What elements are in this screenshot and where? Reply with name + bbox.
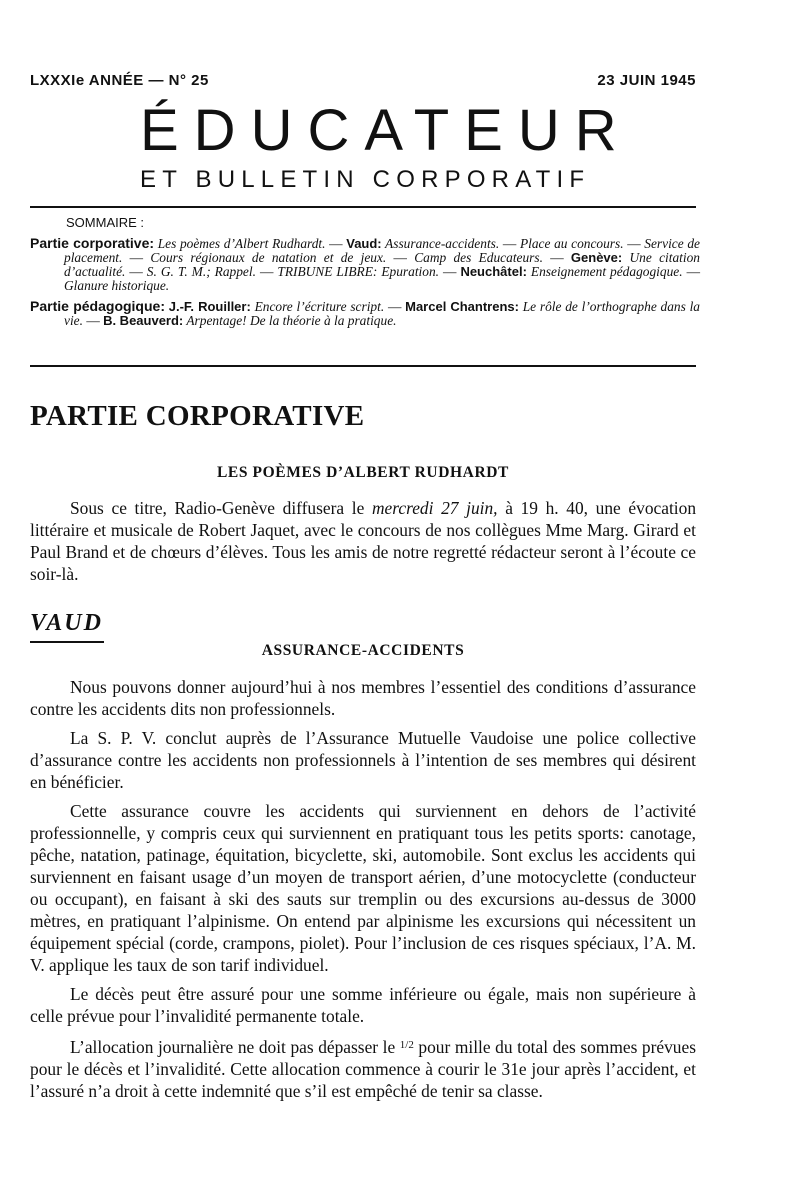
text-run: B. Beauverd: — [103, 313, 184, 328]
paragraph — [30, 497, 696, 585]
text-run: Service de placement. — [64, 236, 700, 265]
text-run: — — [325, 236, 347, 251]
paragraph — [30, 1034, 696, 1102]
text-run: Le décès peut être assuré pour une somme inférieure ou égale, mais non supérieure à celle prévue pour l’invalidité permanente totale. — [30, 984, 696, 1026]
masthead-line — [30, 72, 696, 89]
text-run: Genève: — [570, 250, 623, 265]
text-run: 1/2 — [399, 1039, 414, 1051]
text-run: — — [122, 250, 151, 265]
toc-bottom-divider — [30, 365, 696, 367]
text-run: Cette assurance couvre les accidents qui surviennent en dehors de l’activité professionnelle, y compris ceux qui surviennent en pratiquant tous les petits sports: canotage, pêche, natation, patinage, équitation, bicyclette, ski, automobile. Sont exclus les accidents qui surviennent en faisant usage d’un moyen de transport aérien, d’une motocyclette (conducteur ou occupant), en faisant à ski des sauts sur tremplin ou des excursions au-dessus de 3000 mètres, en pratiquant l’alpinisme. On entend par alpinisme les excursions qui nécessitent un équipement spécial (corde, crampons, piolet). Pour l’inclusion de ces risques spéciaux, l’A. M. V. applique les taux de son tarif individuel. — [30, 801, 696, 975]
text-run: La S. P. V. conclut auprès de l’Assurance Mutuelle Vaudoise une police collective d’assurance contre les accidents non professionnels à l’intention de ses membres qui désirent en bénéficier. — [30, 728, 696, 792]
toc-pedagogique — [30, 299, 700, 328]
paragraph — [30, 676, 696, 720]
text-run: — — [82, 313, 104, 328]
text-run: Arpentage! De la théorie à la pratique. — [183, 313, 397, 328]
text-run: L’allocation journalière ne doit pas dépasser le — [70, 1037, 400, 1057]
issue-date: 23 JUIN 1945 — [597, 72, 696, 89]
text-run: — — [623, 236, 645, 251]
text-run: à 19 h. 40, une évocation littéraire et musicale de Robert Jaquet, avec le concours de nos collègues Mme Marg. Girard et Paul Brand et de chœurs d’élèves. Tous les amis de notre regretté rédacteur seront à l’écoute ce soir-là. — [30, 498, 697, 584]
text-run: Encore l’écriture script. — [250, 299, 385, 314]
text-run: Nous pouvons donner aujourd’hui à nos membres l’essentiel des conditions d’assurance contre les accidents dits non professionnels. — [30, 677, 696, 719]
paragraph — [30, 800, 696, 976]
publication-subtitle: ET BULLETIN CORPORATIF — [140, 166, 591, 193]
text-run: Glanure historique. — [64, 278, 170, 293]
paragraph — [30, 983, 696, 1027]
text-run: pour mille du total des sommes prévues pour le décès et l’invalidité. Cette allocation commence à courir le 31e jour après l’accident, et l’assuré n’a droit à cette indemnité que s’il est empêché de tenir sa classe. — [30, 1037, 696, 1101]
text-run: — — [499, 236, 520, 251]
text-run: mercredi 27 juin, — [371, 498, 498, 518]
toc-corporative-entries — [64, 236, 700, 293]
text-run: Cours régionaux de natation et de jeux. — [150, 250, 387, 265]
toc-corporative — [30, 236, 700, 293]
text-run: Neuchâtel: — [460, 264, 527, 279]
paragraph — [30, 727, 696, 793]
text-run: Vaud: — [346, 236, 382, 251]
article-body-2 — [30, 676, 696, 1109]
text-run: — — [125, 264, 147, 279]
text-run: Assurance-accidents. — [381, 236, 500, 251]
text-run: — — [255, 264, 278, 279]
region-heading: VAUD — [30, 610, 103, 636]
text-run: — — [542, 250, 571, 265]
text-run: J.-F. Rouiller: — [168, 299, 251, 314]
publication-title: ÉDUCATEUR — [140, 98, 632, 163]
text-run: Place au concours. — [519, 236, 624, 251]
text-run: — — [682, 264, 700, 279]
text-run: Les poèmes d’Albert Rudhardt. — [157, 236, 326, 251]
toc-label: SOMMAIRE : — [66, 215, 145, 230]
text-run: TRIBUNE LIBRE: Epuration. — [277, 264, 440, 279]
text-run: — — [439, 264, 461, 279]
text-run: Le rôle de l’orthographe dans la vie. — [64, 299, 700, 328]
text-run: Marcel Chantrens: — [405, 299, 519, 314]
toc-corporative-heading: Partie corporative: — [30, 235, 155, 251]
table-of-contents — [30, 216, 700, 334]
text-run: S. G. T. M.; Rappel. — [146, 264, 256, 279]
article-body — [30, 497, 696, 592]
issue-number: LXXXIe ANNÉE — N° 25 — [30, 72, 209, 89]
text-run: — — [384, 299, 406, 314]
text-run: Sous ce titre, Radio-Genève diffusera le — [70, 498, 372, 518]
section-title: PARTIE CORPORATIVE — [30, 400, 365, 432]
top-divider — [30, 206, 696, 208]
article-headline-2: ASSURANCE-ACCIDENTS — [261, 642, 465, 659]
text-run: Une citation d’actualité. — [64, 250, 700, 279]
toc-pedagogique-heading: Partie pédagogique: — [30, 298, 165, 314]
text-run: Enseignement pédagogique. — [526, 264, 683, 279]
text-run: Camp des Educateurs. — [414, 250, 543, 265]
article-headline: LES POÈMES D’ALBERT RUDHARDT — [216, 464, 509, 481]
text-run: — — [386, 250, 415, 265]
